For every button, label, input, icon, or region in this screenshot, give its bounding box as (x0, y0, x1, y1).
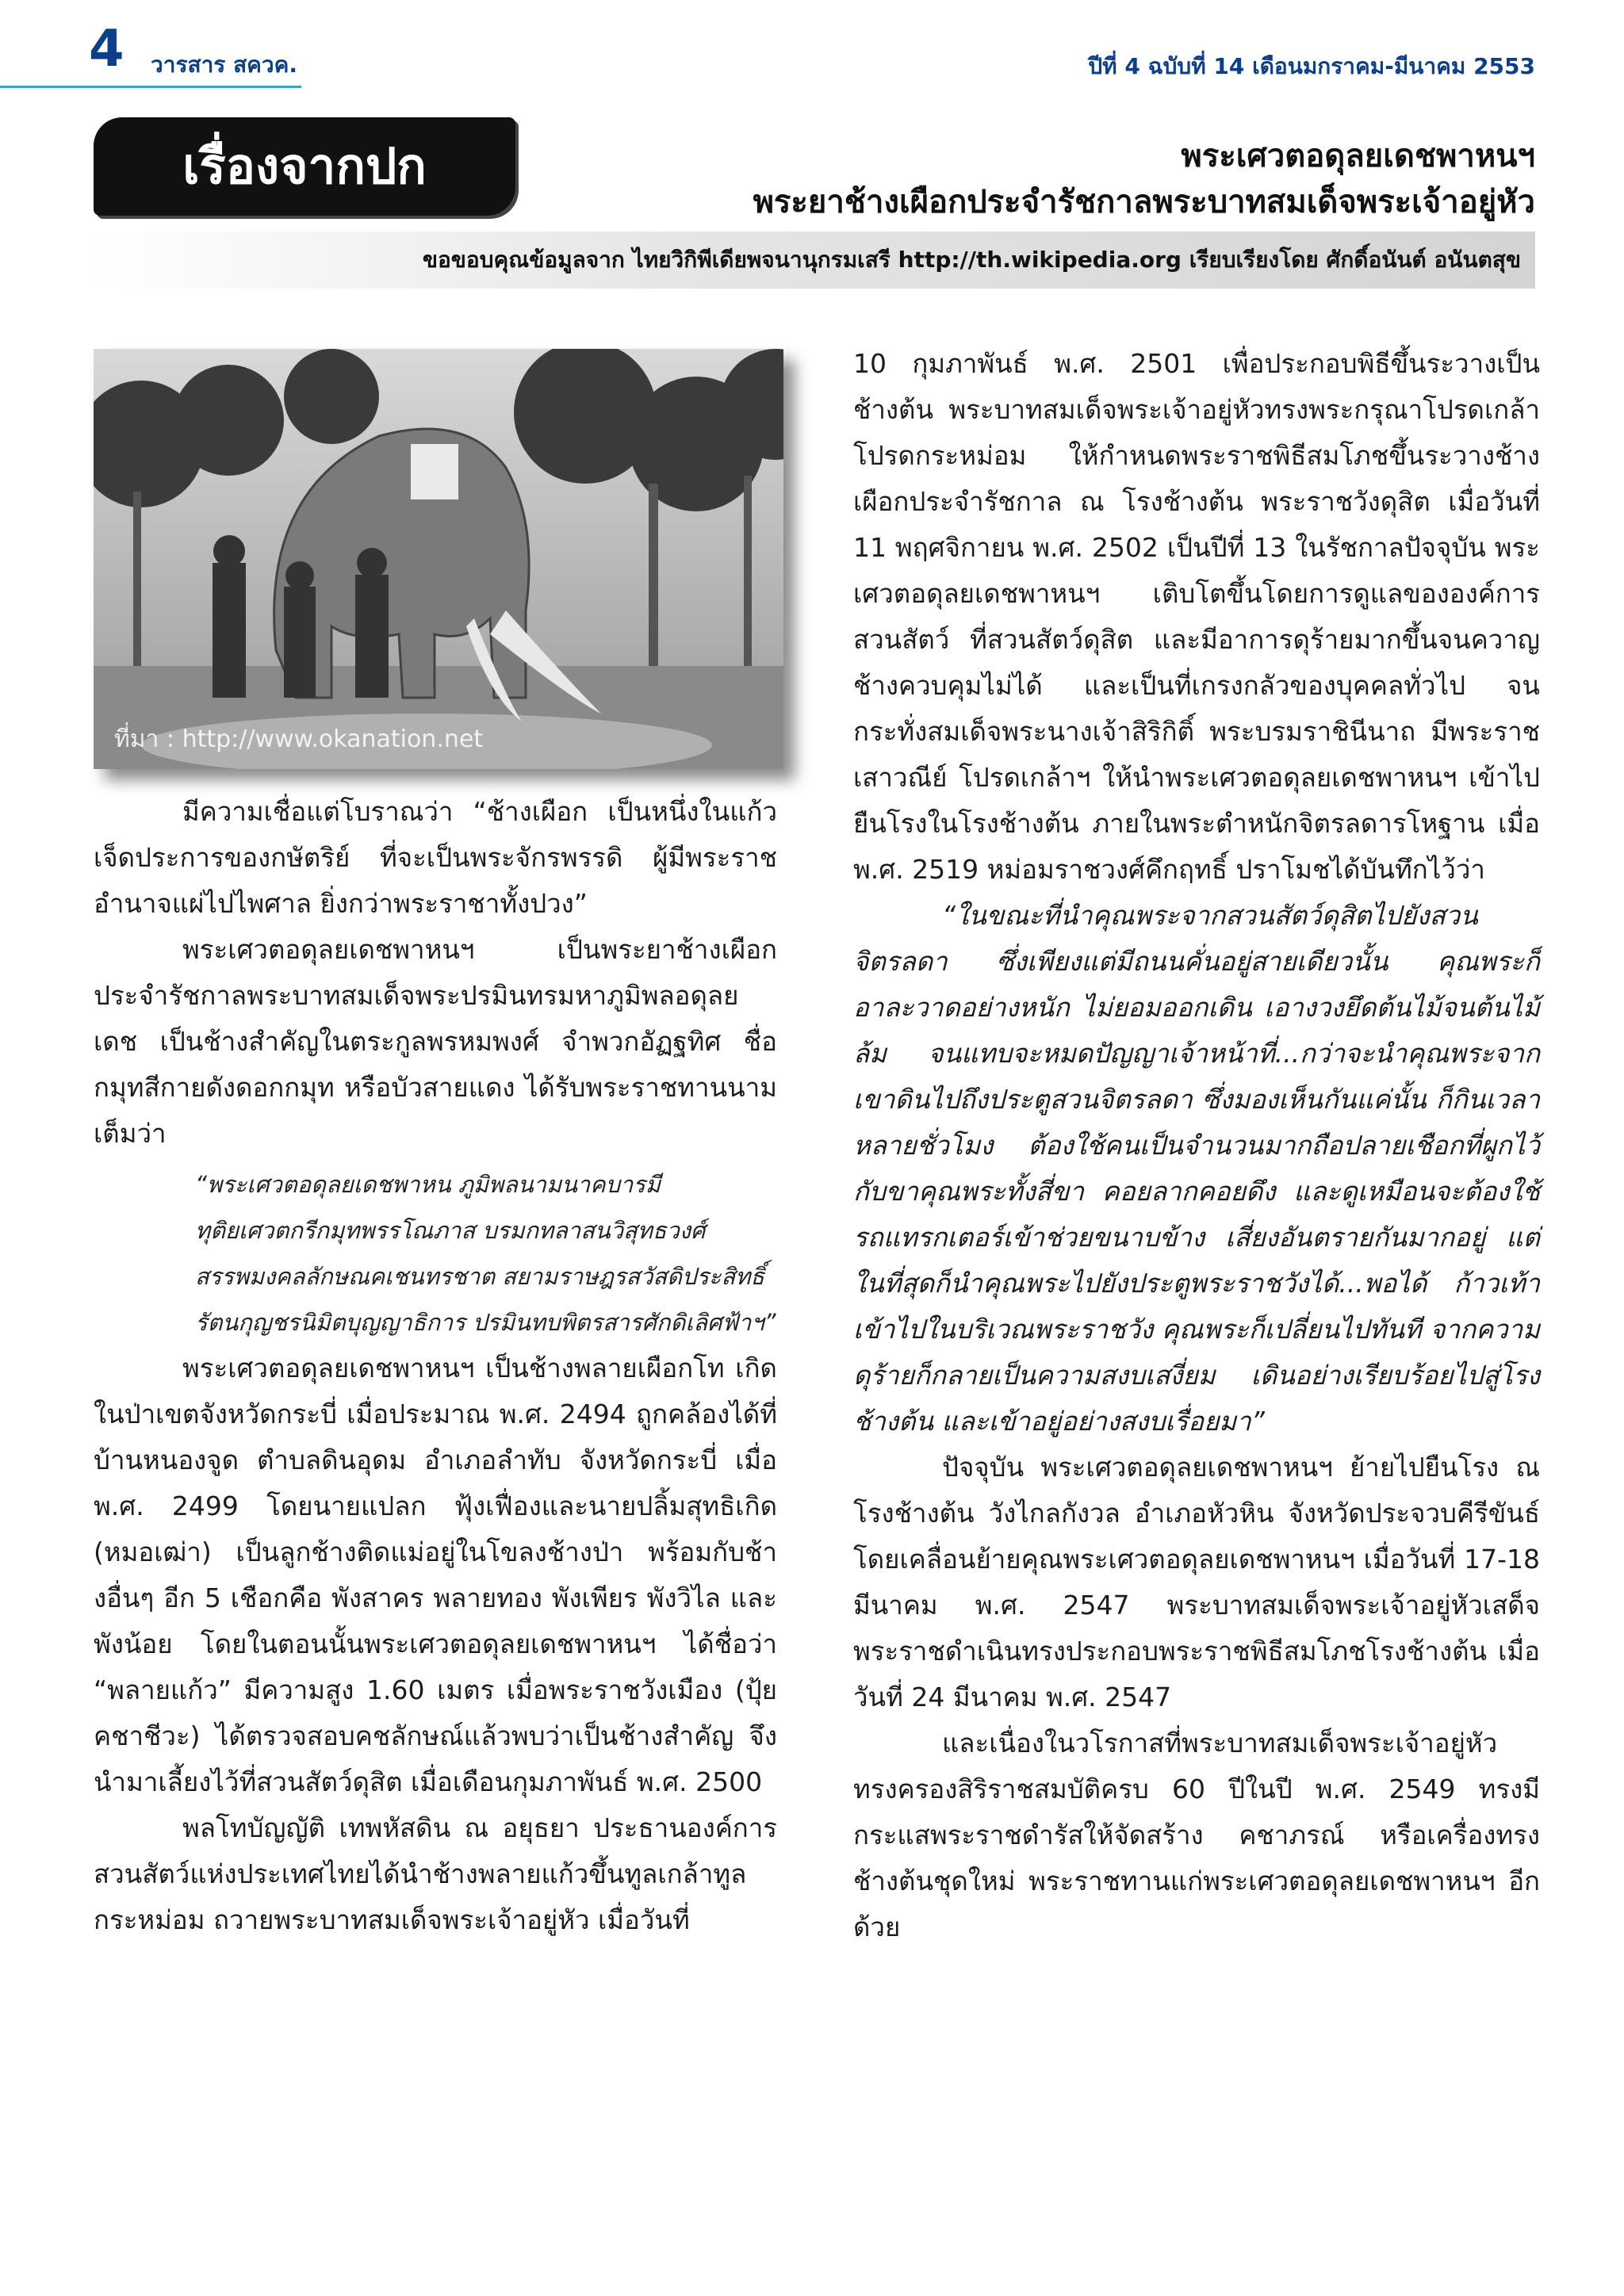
paragraph: 10 กุมภาพันธ์ พ.ศ. 2501 เพื่อประกอบพิธีขึ้นระวางเป็นช้างต้น พระบาทสมเด็จพระเจ้าอยู่หัวทรงพระกรุณาโปรดเกล้าโปรดกระหม่อม ให้กำหนดพระราชพิธีสมโภชขึ้นระวางช้างเผือกประจำรัชกาล ณ โรงช้างต้น พระราชวังดุสิต เมื่อวันที่ 11 พฤศจิกายน พ.ศ. 2502 เป็นปีที่ 13 ในรัชกาลปัจจุบัน พระเศวตอดุลยเดชพาหนฯ เติบโตขึ้นโดยการดูแลขององค์การสวนสัตว์ ที่สวนสัตว์ดุสิต และมีอาการดุร้ายมากขึ้นจนควาญช้างควบคุมไม่ได้ และเป็นที่เกรงกลัวของบุคคลทั่วไป จนกระทั่งสมเด็จพระนางเจ้าสิริกิติ์ พระบรมราชินีนาถ มีพระราชเสาวณีย์ โปรดเกล้าฯ ให้นำพระเศวตอดุลยเดชพาหนฯ เข้าไปยืนโรงในโรงช้างต้น ภายในพระตำหนักจิตรลดารโหฐาน เมื่อ พ.ศ. 2519 หม่อมราชวงศ์คึกฤทธิ์ ปราโมชได้บันทึกไว้ว่า (853, 348, 1540, 885)
header-rule (0, 86, 301, 88)
verse-line: ทุติยเศวตกรีกมุทพรรโณภาส บรมกทลาสนวิสุทธวงศ์ (195, 1217, 706, 1244)
section-badge (94, 117, 515, 216)
verse-line: สรรพมงคลลักษณคเชนทรชาต สยามราษฎรสวัสดิประสิทธิ์ (195, 1263, 765, 1290)
paragraph: พระเศวตอดุลยเดชพาหนฯ เป็นช้างพลายเผือกโท เกิดในป่าเขตจังหวัดกระบี่ เมื่อประมาณ พ.ศ. 2494 ถูกคล้องได้ที่ บ้านหนองจูด ตำบลดินอุดม อำเภอลำทับ จังหวัดกระบี่ เมื่อ พ.ศ. 2499 โดยนายแปลก ฟุ้งเฟื่องและนายปลิ้มสุทธิเกิด (หมอเฒ่า) เป็นลูกช้างติดแม่อยู่ในโขลงช้างป่า พร้อมกับช้างอื่นๆ อีก 5 เชือกคือ พังสาคร พลายทอง พังเพียร พังวิไล และพังน้อย โดยในตอนนั้นพระเศวตอดุลยเดชพาหนฯ ได้ชื่อว่า “พลายแก้ว” มีความสูง 1.60 เมตร เมื่อพระราชวังเมือง (ปุ้ย คชาชีวะ) ได้ตรวจสอบคชลักษณ์แล้วพบว่าเป็นช้างสำคัญ จึงนำมาเลี้ยงไว้ที่สวนสัตว์ดุสิต เมื่อเดือนกุมภาพันธ์ พ.ศ. 2500 (94, 1353, 777, 1797)
verse-line: รัตนกุญชรนิมิตบุญญาธิการ ปรมินทบพิตรสารศักดิเลิศฟ้าฯ” (195, 1309, 776, 1336)
paragraph: พระเศวตอดุลยเดชพาหนฯ เป็นพระยาช้างเผือกประจำรัชกาลพระบาทสมเด็จพระปรมินทรมหาภูมิพลอดุลยเดช เป็นช้างสำคัญในตระกูลพรหมพงศ์ จำพวกอัฏฐทิศ ชื่อ กมุทสีกายดังดอกกมุท หรือบัวสายแดง ได้รับพระราชทานนามเต็มว่า (94, 934, 777, 1149)
quote-paragraph: “ในขณะที่นำคุณพระจากสวนสัตว์ดุสิตไปยังสวนจิตรลดา ซึ่งเพียงแต่มีถนนคั่นอยู่สายเดียวนั้น คุณพระก็อาละวาดอย่างหนัก ไม่ยอมออกเดิน เอางวงยึดต้นไม้จนต้นไม้ล้ม จนแทบจะหมดปัญญาเจ้าหน้าที่...กว่าจะนำคุณพระจากเขาดินไปถึงประตูสวนจิตรลดา ซึ่งมองเห็นกันแค่นั้น ก็กินเวลาหลายชั่วโมง ต้องใช้คนเป็นจำนวนมากถือปลายเชือกที่ผูกไว้กับขาคุณพระทั้งสี่ขา คอยลากคอยดึง และดูเหมือนจะต้องใช้รถแทรกเตอร์เข้าช่วยขนาบข้าง เสี่ยงอันตรายกันมากอยู่ แต่ในที่สุดก็นำคุณพระไปยังประตูพระราชวังได้...พอได้ ก้าวเท้าเข้าไปในบริเวณพระราชวัง คุณพระก็เปลี่ยนไปทันที จากความดุร้ายก็กลายเป็นความสงบเสงี่ยม เดินอย่างเรียบร้อยไปสู่โรงช้างต้น และเข้าอยู่อย่างสงบเรื่อยมา” (853, 900, 1540, 1437)
headline-line-1: พระเศวตอดุลยเดชพาหนฯ (1181, 138, 1535, 174)
credit-bar (89, 232, 1535, 289)
photo-caption: ที่มา : http://www.okanation.net (114, 725, 484, 753)
paragraph: ปัจจุบัน พระเศวตอดุลยเดชพาหนฯ ย้ายไปยืนโรง ณ โรงช้างต้น วังไกลกังวล อำเภอหัวหิน จังหวัดประจวบคีรีขันธ์ โดยเคลื่อนย้ายคุณพระเศวตอดุลยเดชพาหนฯ เมื่อวันที่ 17-18 มีนาคม พ.ศ. 2547 พระบาทสมเด็จพระเจ้าอยู่หัวเสด็จพระราชดำเนินทรงประกอบพระราชพิธีสมโภชโรงช้างต้น เมื่อวันที่ 24 มีนาคม พ.ศ. 2547 (853, 1452, 1540, 1712)
elephant-photo (94, 349, 783, 769)
elephant-photo-illustration (94, 349, 783, 769)
section-label: เรื่องจากปก (182, 137, 427, 195)
paragraph: พลโทบัญญัติ เทพหัสดิน ณ อยุธยา ประธานองค์การสวนสัตว์แห่งประเทศไทยได้นำช้างพลายแก้วขึ้นทูลเกล้าทูลกระหม่อม ถวายพระบาทสมเด็จพระเจ้าอยู่หัว เมื่อวันที่ (94, 1812, 777, 1935)
left-column (94, 789, 777, 1943)
paragraph: และเนื่องในวโรกาสที่พระบาทสมเด็จพระเจ้าอยู่หัวทรงครองสิริราชสมบัติครบ 60 ปีในปี พ.ศ. 2549 ทรงมีกระแสพระราชดำรัสให้จัดสร้าง คชาภรณ์ หรือเครื่องทรงช้างต้นชุดใหม่ พระราชทานแก่พระเศวตอดุลยเดชพาหนฯ อีกด้วย (853, 1728, 1540, 1942)
article-headline (465, 133, 1535, 225)
page-number: 4 (89, 20, 124, 78)
credit-text: ขอขอบคุณข้อมูลจาก ไทยวิกิพีเดียพจนานุกรมเสรี http://th.wikipedia.org เรียบเรียงโดย ศักดิ์อนันต์ อนันตสุข (422, 247, 1521, 273)
right-column (853, 341, 1540, 1950)
verse-line: “พระเศวตอดุลยเดชพาหน ภูมิพลนามนาคบารมี (195, 1171, 661, 1198)
headline-line-2: พระยาช้างเผือกประจำรัชกาลพระบาทสมเด็จพระเจ้าอยู่หัว (753, 184, 1535, 220)
issue-info: ปีที่ 4 ฉบับที่ 14 เดือนมกราคม-มีนาคม 2553 (1088, 53, 1535, 79)
page-header (0, 0, 1624, 87)
journal-name: วารสาร สควค. (151, 48, 297, 88)
paragraph: มีความเชื่อแต่โบราณว่า “ช้างเผือก เป็นหนึ่งในแก้วเจ็ดประการของกษัตริย์ ที่จะเป็นพระจักรพรรดิ ผู้มีพระราชอำนาจแผ่ไปไพศาล ยิ่งกว่าพระราชาทั้งปวง” (94, 796, 777, 919)
